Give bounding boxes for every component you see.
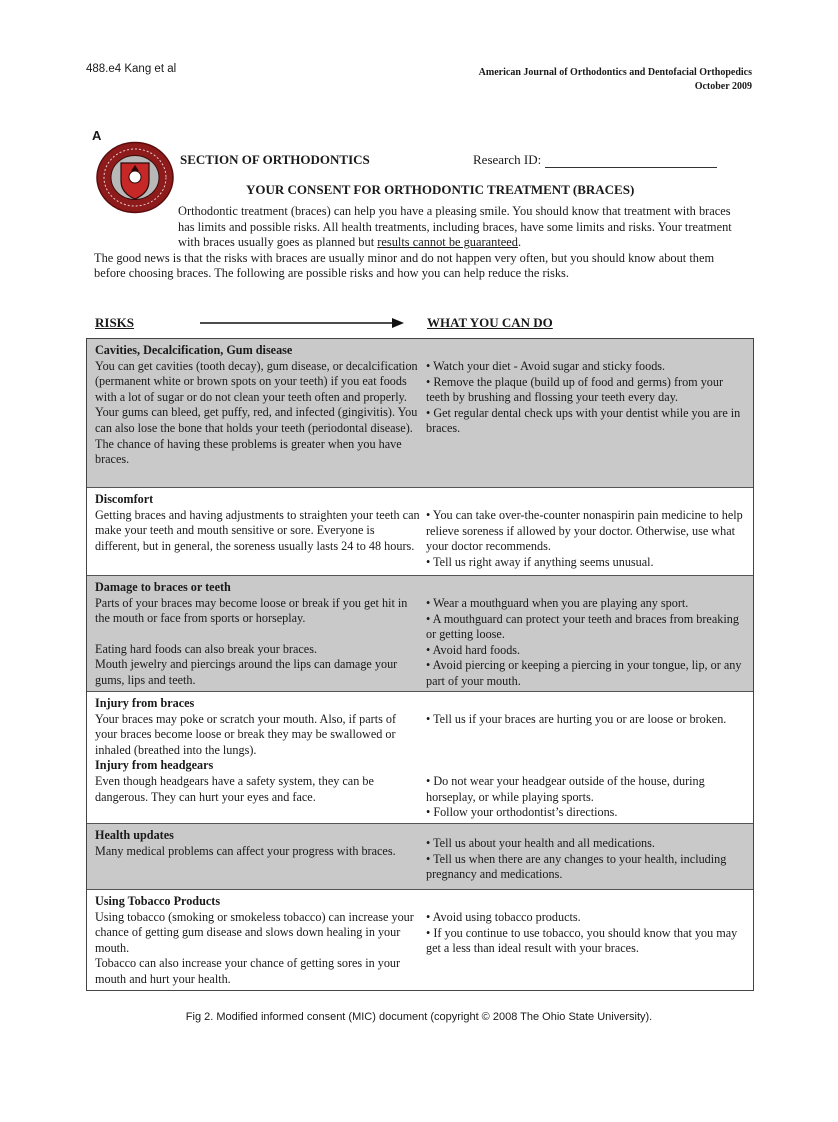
action-item: • Wear a mouthguard when you are playing any sport. — [426, 596, 689, 610]
risk-title: Damage to braces or teeth — [95, 580, 231, 594]
action-item: • You can take over-the-counter nonaspirin pain medicine to help relieve soreness if allowed by your doctor. Otherwise, use what your doctor recommends. — [426, 508, 743, 554]
journal-header — [479, 66, 752, 94]
action-item: • Get regular dental check ups with your dentist while you are in braces. — [426, 405, 741, 436]
risk-cell — [95, 580, 420, 689]
action-cell — [426, 596, 748, 690]
table-row — [87, 889, 753, 990]
risk-cell — [95, 828, 420, 859]
risks-heading: RISKS — [95, 315, 135, 330]
risk-title: Injury from headgears — [95, 758, 214, 773]
journal-name: American Journal of Orthodontics and Dentofacial Orthopedics — [478, 67, 752, 78]
risk-cell — [95, 492, 420, 554]
risk-cell — [95, 696, 420, 805]
table-row — [87, 691, 753, 823]
intro-text-2: The good news is that the risks with braces are usually minor and do not happen very often, but you should know about them before choosing braces. The following are possible risks and how you can help reduce the risks. — [94, 250, 715, 281]
risk-text: You can get cavities (tooth decay), gum disease, or decalcification (permanent white or brown spots on your teeth) if you eat foods with a lot of sugar or do not clean your teeth often and properly. Your gums can bleed, get puffy, red, and infected (gingivitis). You can also lose the bone that holds your teeth (periodontal disease). The chance of having these problems is greater when you have braces. — [95, 358, 418, 467]
risk-text: Parts of your braces may become loose or break if you get hit in the mouth or face from sports or horseplay. — [95, 595, 408, 626]
risk-text: Your braces may poke or scratch your mouth. Also, if parts of your braces become loose or break they may be swallowed or inhaled (breathed into the lungs). — [95, 711, 397, 757]
intro-paragraph — [94, 204, 744, 282]
action-item: • Do not wear your headgear outside of the house, during horseplay, or while playing sports. — [426, 774, 705, 804]
research-id-field — [473, 152, 717, 168]
action-cell — [426, 910, 748, 957]
running-header: 488.e4 Kang et al — [86, 63, 177, 75]
risk-text: Getting braces and having adjustments to straighten your teeth can make your teeth and mouth sensitive or sore. Everyone is different, but in general, the soreness usually lasts 24 to 48 hours. — [95, 507, 420, 553]
intro-text-1-end: . — [517, 235, 522, 250]
risk-text: Eating hard foods can also break your braces. — [95, 641, 317, 656]
right-arrow-icon — [200, 317, 404, 329]
risk-text: Using tobacco (smoking or smokeless tobacco) can increase your chance of getting gum disease and slows down healing in your mouth. — [95, 909, 414, 955]
action-item: • Avoid hard foods. — [426, 642, 521, 657]
action-item: • Tell us when there are any changes to your health, including pregnancy and medications. — [426, 851, 727, 882]
actions-heading: WHAT YOU CAN DO — [427, 315, 553, 330]
action-item: • If you continue to use tobacco, you should know that you may get a less than ideal result with your braces. — [426, 925, 738, 956]
risk-cell — [95, 894, 420, 988]
action-cell — [426, 359, 748, 437]
consent-title: YOUR CONSENT FOR ORTHODONTIC TREATMENT (BRACES) — [246, 182, 635, 197]
figure-caption: Fig 2. Modified informed consent (MIC) document (copyright © 2008 The Ohio State University). — [185, 1011, 653, 1023]
action-item: • Follow your orthodontist’s directions. — [426, 805, 618, 820]
table-row — [87, 487, 753, 575]
issue-date: October 2009 — [694, 81, 752, 92]
action-cell — [426, 508, 748, 570]
action-cell — [426, 836, 748, 883]
risk-text: Many medical problems can affect your progress with braces. — [95, 843, 396, 858]
table-row — [87, 575, 753, 691]
action-item: • Remove the plaque (build up of food and germs) from your teeth by brushing and flossing your teeth every day. — [426, 374, 724, 405]
intro-text-1: Orthodontic treatment (braces) can help you have a pleasing smile. You should know that treatment with braces has limits and possible risks. All health treatments, including braces, have some limits and risks. Your treatment with braces usually goes as planned but — [178, 204, 732, 250]
guarantee-disclaimer: results cannot be guaranteed — [377, 235, 518, 250]
section-title: SECTION OF ORTHODONTICS — [180, 152, 370, 167]
risk-title: Discomfort — [95, 492, 154, 506]
risk-title: Injury from braces — [95, 696, 195, 710]
action-item: • A mouthguard can protect your teeth and braces from breaking or getting loose. — [426, 611, 739, 642]
risk-cell — [95, 343, 420, 468]
risk-title: Using Tobacco Products — [95, 894, 221, 908]
action-item: • Avoid using tobacco products. — [426, 910, 581, 924]
action-item: • Tell us about your health and all medications. — [426, 836, 655, 850]
risk-title: Cavities, Decalcification, Gum disease — [95, 343, 293, 357]
risk-table — [86, 338, 754, 991]
risk-text: Tobacco can also increase your chance of getting sores in your mouth and hurt your health. — [95, 956, 401, 986]
table-row — [87, 823, 753, 889]
action-item: • Tell us if your braces are hurting you or are loose or broken. — [426, 712, 727, 726]
research-id-label: Research ID: — [473, 152, 542, 167]
risk-text: Even though headgears have a safety system, they can be dangerous. They can hurt your eyes and face. — [95, 773, 374, 804]
panel-label: A — [92, 128, 102, 143]
risk-text: Mouth jewelry and piercings around the lips can damage your gums, lips and teeth. — [95, 657, 398, 687]
action-item: • Tell us right away if anything seems unusual. — [426, 554, 654, 569]
action-cell — [426, 774, 748, 821]
action-item: • Avoid piercing or keeping a piercing in your tongue, lip, or any part of your mouth. — [426, 658, 742, 688]
research-id-blank — [545, 154, 717, 168]
action-cell — [426, 712, 748, 728]
table-row — [87, 339, 753, 487]
risk-title: Health updates — [95, 828, 174, 842]
action-item: • Watch your diet - Avoid sugar and sticky foods. — [426, 359, 666, 373]
